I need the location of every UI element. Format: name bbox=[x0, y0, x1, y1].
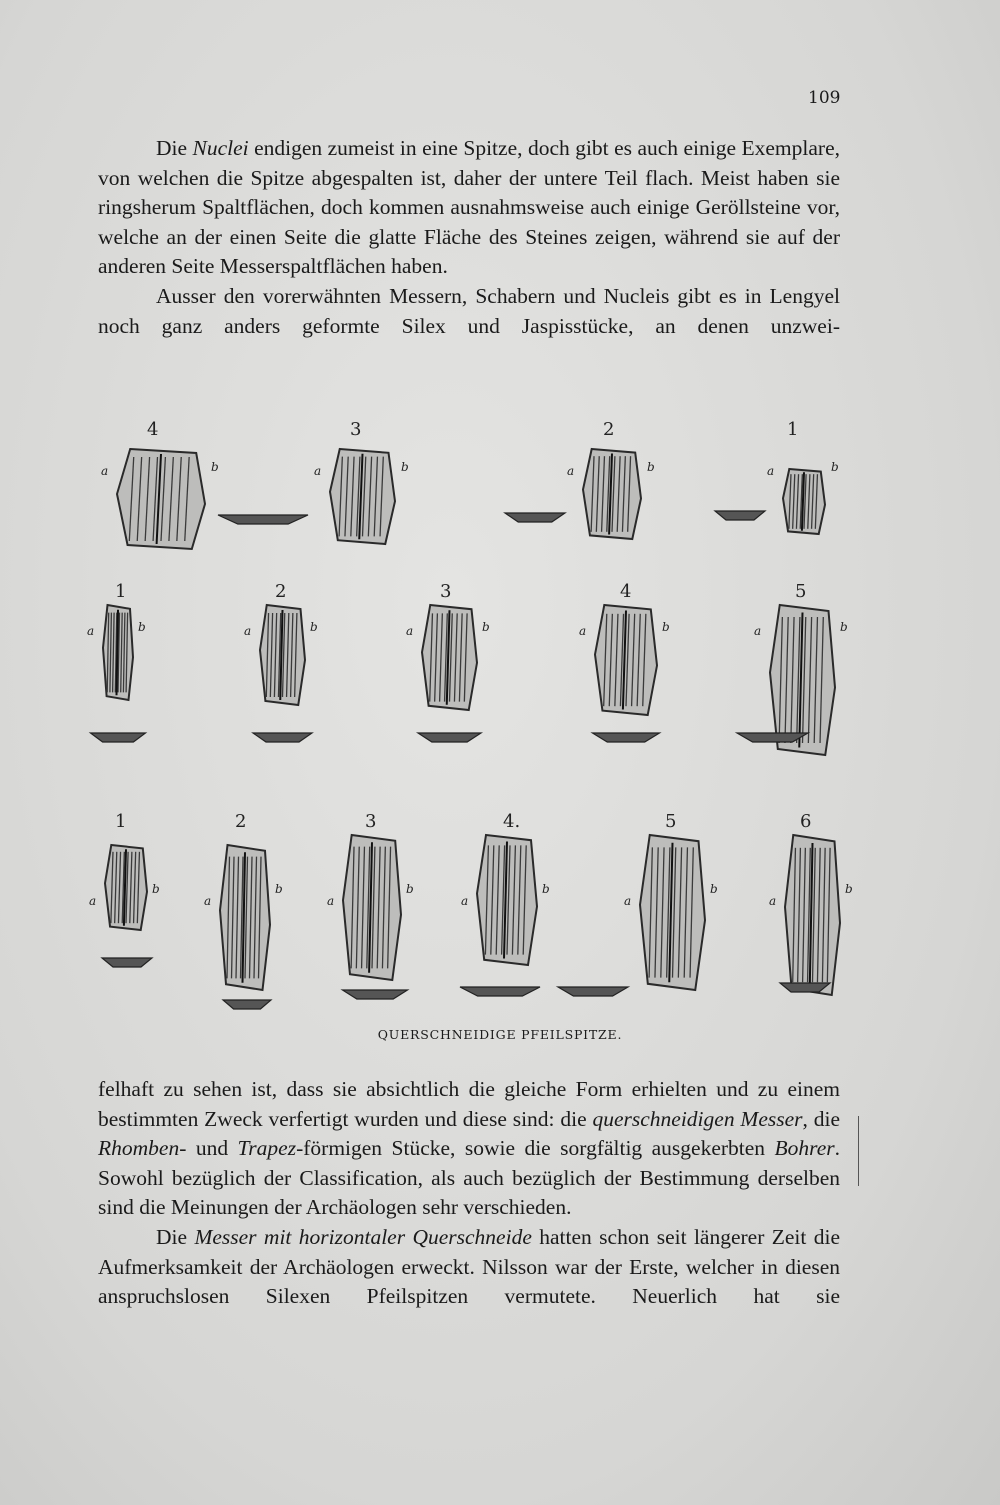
flint-artifact bbox=[260, 605, 305, 705]
figure-number: 6 bbox=[800, 811, 812, 832]
flint-artifact bbox=[583, 449, 641, 539]
side-label-a: a bbox=[754, 624, 762, 638]
margin-mark bbox=[858, 1116, 859, 1186]
text-italic: Rhomben- bbox=[98, 1136, 187, 1161]
flint-artifact bbox=[103, 605, 133, 700]
side-label-b: b bbox=[840, 620, 848, 634]
figure-number: 4 bbox=[620, 581, 632, 602]
figure-number: 2 bbox=[603, 419, 615, 440]
text-italic: querschneidigen Messer bbox=[592, 1106, 803, 1131]
text-run: -förmigen Stücke, sowie die sorgfältig ausgekerbten bbox=[296, 1136, 775, 1161]
side-label-a: a bbox=[461, 894, 469, 908]
figure-number: 4. bbox=[503, 811, 521, 832]
side-label-a: a bbox=[314, 464, 322, 478]
figure-number: 1 bbox=[787, 419, 799, 440]
paragraph-forms bbox=[98, 1075, 840, 1223]
cross-section bbox=[91, 733, 146, 742]
side-label-b: b bbox=[275, 882, 283, 896]
figure-number: 1 bbox=[115, 811, 127, 832]
side-label-b: b bbox=[845, 882, 853, 896]
side-label-b: b bbox=[211, 460, 219, 474]
cross-section bbox=[715, 511, 765, 520]
cross-section bbox=[593, 733, 660, 742]
flint-artifact bbox=[783, 469, 825, 534]
side-label-a: a bbox=[204, 894, 212, 908]
flint-artifact bbox=[640, 835, 705, 990]
side-label-a: a bbox=[624, 894, 632, 908]
text-run: und bbox=[186, 1136, 238, 1161]
figure-number: 3 bbox=[440, 581, 452, 602]
side-label-b: b bbox=[152, 882, 160, 896]
side-label-a: a bbox=[87, 624, 95, 638]
text-italic: Bohrer bbox=[774, 1136, 835, 1161]
side-label-b: b bbox=[662, 620, 670, 634]
figure-caption: QUERSCHNEIDIGE PFEILSPITZE. bbox=[377, 1027, 623, 1042]
artifact-illustrations bbox=[85, 405, 875, 1025]
flint-artifacts-figure bbox=[85, 405, 875, 1025]
side-label-b: b bbox=[401, 460, 409, 474]
side-label-b: b bbox=[710, 882, 718, 896]
flint-artifact bbox=[330, 449, 395, 544]
cross-section bbox=[460, 987, 540, 996]
paragraph-messer bbox=[98, 1223, 840, 1312]
cross-section bbox=[558, 987, 628, 996]
figure-number: 2 bbox=[235, 811, 247, 832]
flint-artifact bbox=[117, 449, 205, 549]
side-label-b: b bbox=[406, 882, 414, 896]
text-italic: Messer mit horizontaler Querschneide bbox=[194, 1224, 532, 1249]
side-label-b: b bbox=[647, 460, 655, 474]
text-run: , die bbox=[802, 1106, 840, 1131]
flint-artifact bbox=[477, 835, 537, 965]
flint-artifact bbox=[422, 605, 477, 710]
flint-artifact bbox=[785, 835, 840, 995]
text-run: felhaft zu sehen ist, dass sie absichtlich die gleiche Form erhielten und zu einem bestimmten Zweck verfertigt wurden und diese sind: die bbox=[98, 1077, 840, 1131]
cross-section bbox=[223, 1000, 271, 1009]
flint-artifact bbox=[595, 605, 657, 715]
side-label-a: a bbox=[567, 464, 575, 478]
text-run: . Sowohl bezüglich der Classification, als auch bezüglich der Bestimmung derselben sind die Meinungen der Archäologen sehr verschieden. bbox=[98, 1136, 841, 1220]
figure-number: 2 bbox=[275, 581, 287, 602]
cross-section bbox=[253, 733, 312, 742]
side-label-b: b bbox=[482, 620, 490, 634]
paragraph-nuclei bbox=[98, 134, 840, 282]
text-run: Die bbox=[156, 136, 193, 160]
text-block-bottom bbox=[98, 1075, 840, 1312]
cross-section bbox=[505, 513, 565, 522]
flint-artifact bbox=[105, 845, 147, 930]
text-run: hatten schon seit längerer Zeit die Aufmerksamkeit der Archäologen erweckt. Nilsson war der Erste, welcher in diesen anspruchslosen Silexen Pfeilspitzen vermutete. Neuerlich hat sie bbox=[98, 1224, 841, 1309]
text-italic: Nuclei bbox=[192, 136, 249, 160]
text-run: Die bbox=[156, 1224, 195, 1249]
side-label-a: a bbox=[579, 624, 587, 638]
side-label-a: a bbox=[769, 894, 777, 908]
figure-number: 1 bbox=[115, 581, 127, 602]
side-label-a: a bbox=[89, 894, 97, 908]
side-label-b: b bbox=[542, 882, 550, 896]
side-label-a: a bbox=[244, 624, 252, 638]
cross-section bbox=[343, 990, 408, 999]
figure-number: 5 bbox=[795, 581, 807, 602]
side-label-b: b bbox=[310, 620, 318, 634]
side-label-b: b bbox=[138, 620, 146, 634]
figure-number: 3 bbox=[365, 811, 377, 832]
flint-artifact bbox=[220, 845, 270, 990]
text-run: endigen zumeist in eine Spitze, doch gibt es auch einige Exemplare, von welchen die Spitze abgespalten ist, daher der untere Teil flach. Meist haben sie ringsherum Spaltflächen, doch kommen ausnahmsweise auch einige Geröllsteine vor, welche an der einen Seite die glatte Fläche des Steines zeigen, während sie auf der anderen Seite Messerspaltflächen haben. bbox=[98, 136, 840, 279]
figure-number: 3 bbox=[350, 419, 362, 440]
cross-section bbox=[218, 515, 308, 524]
cross-section bbox=[418, 733, 481, 742]
paragraph-silex: Ausser den vorerwähnten Messern, Schabern und Nucleis gibt es in Lengyel noch ganz anders geformte Silex und Jaspisstücke, an denen unzwei- bbox=[98, 283, 840, 338]
figure-number: 5 bbox=[665, 811, 677, 832]
side-label-a: a bbox=[327, 894, 335, 908]
side-label-a: a bbox=[767, 464, 775, 478]
flint-artifact bbox=[343, 835, 401, 980]
text-italic: Trapez bbox=[237, 1136, 297, 1161]
side-label-a: a bbox=[101, 464, 109, 478]
side-label-a: a bbox=[406, 624, 414, 638]
cross-section bbox=[102, 958, 152, 967]
side-label-b: b bbox=[831, 460, 839, 474]
figure-number: 4 bbox=[147, 419, 159, 440]
text-block-top bbox=[98, 134, 840, 341]
page-number: 109 bbox=[808, 88, 841, 108]
